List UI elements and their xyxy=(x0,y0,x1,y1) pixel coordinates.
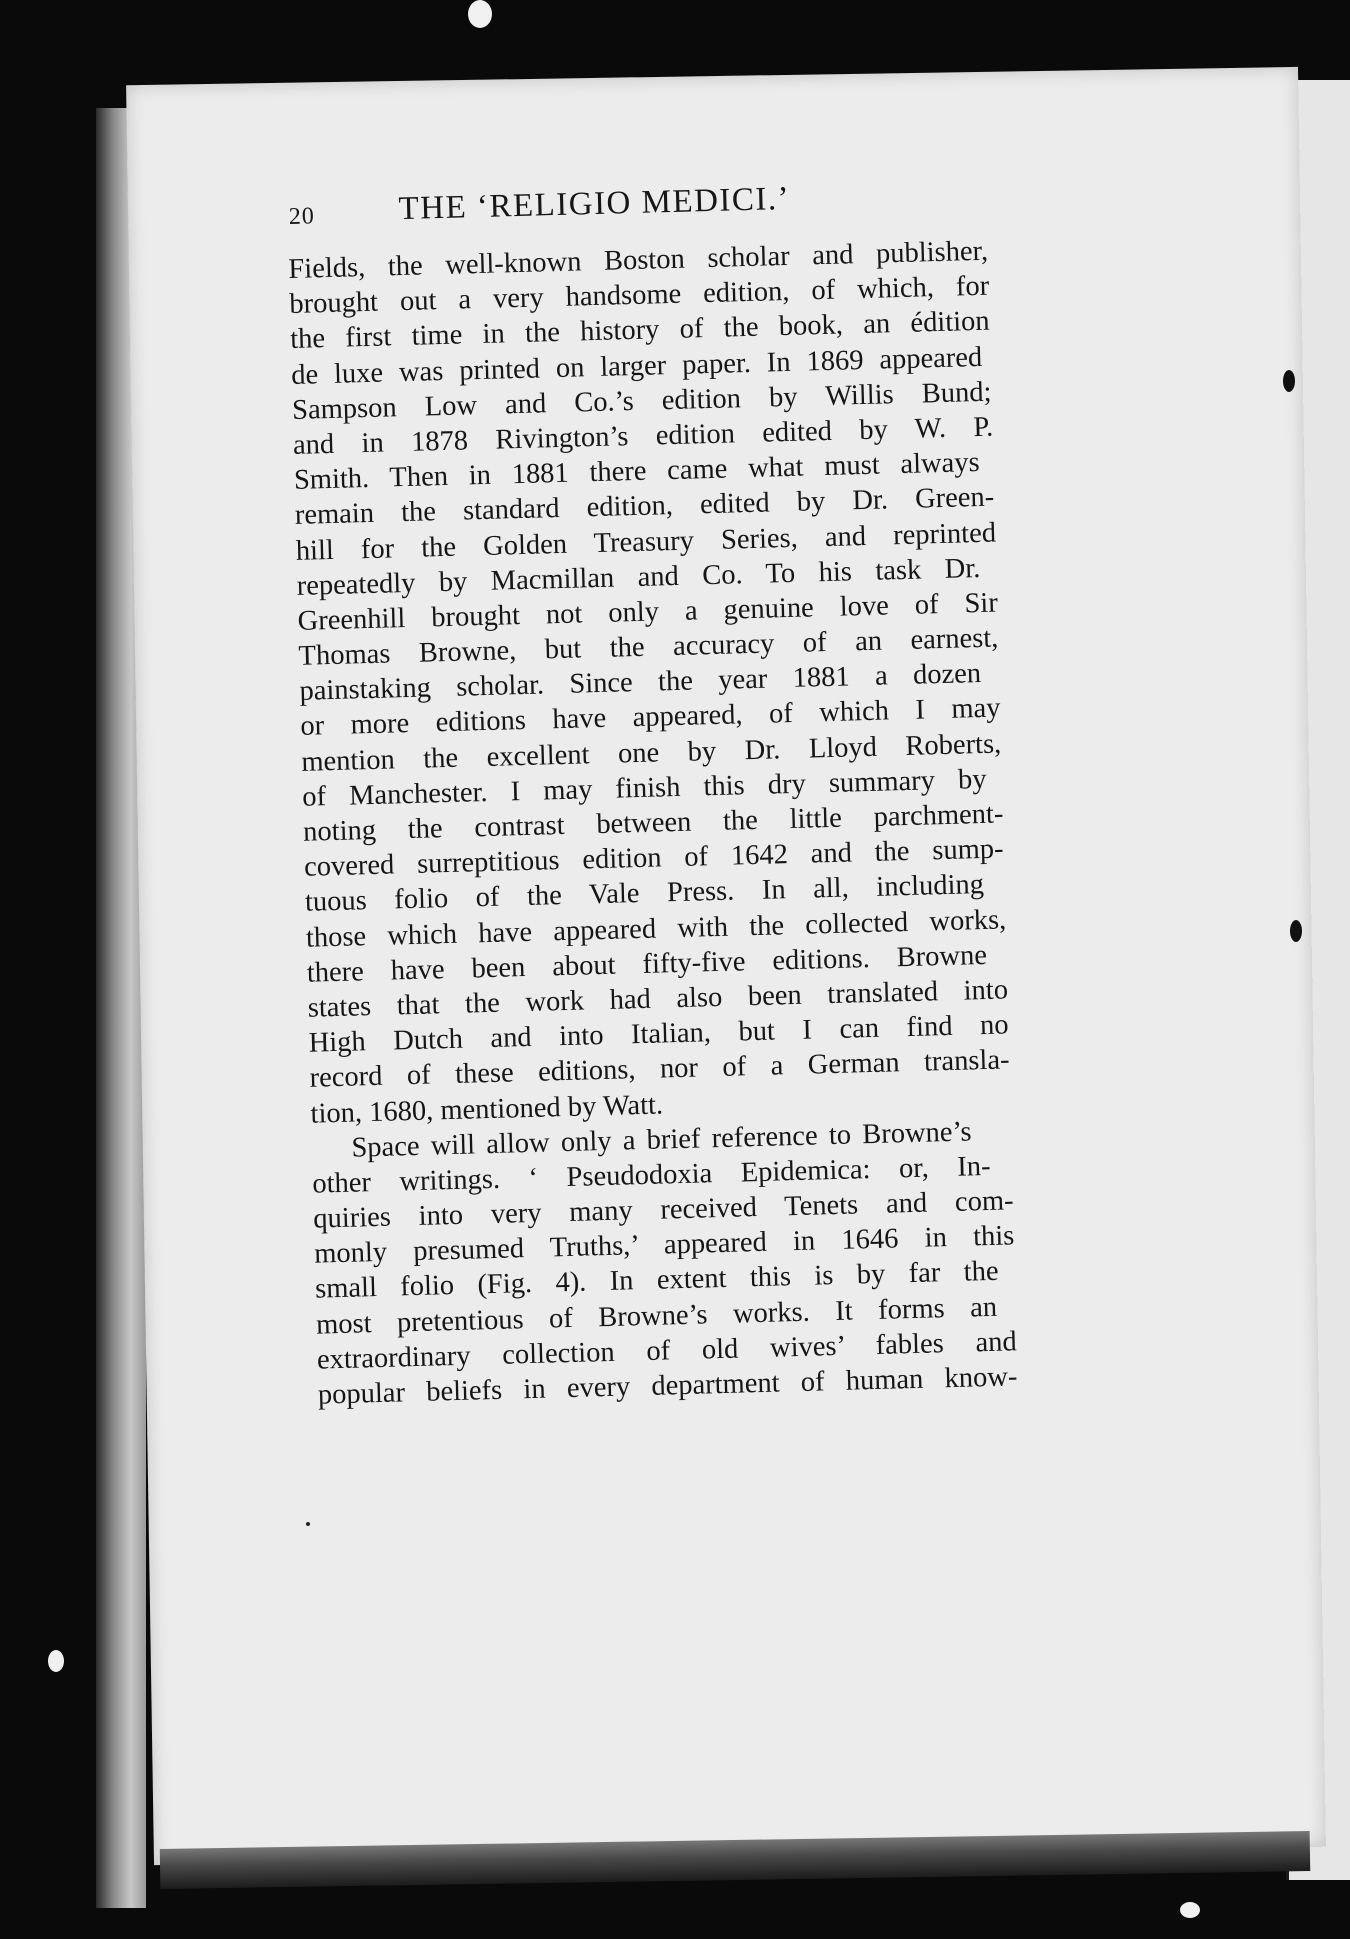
text-line: repeatedly by Macmillan and Co. To his task Dr. xyxy=(296,552,981,602)
text-line: extraordinary collection of old wives’ fables and xyxy=(316,1326,1018,1376)
text-line: noting the contrast between the little parchment- xyxy=(302,798,1004,848)
text-line: record of these editions, nor of a German transla- xyxy=(309,1044,1010,1095)
text-line: most pretentious of Browne’s works. It forms an xyxy=(315,1291,998,1341)
text-line: Smith. Then in 1881 there came what must always xyxy=(293,447,980,497)
text-line: Greenhill brought not only a genuine love of Sir xyxy=(297,587,999,637)
text-line: mention the excellent one by Dr. Lloyd Roberts, xyxy=(300,728,1002,778)
text-line: those which have appeared with the collected works, xyxy=(305,903,1007,954)
text-line: tuous folio of the Vale Press. In all, including xyxy=(304,869,985,919)
text-line: monly presumed Truths,’ appeared in 1646 in this xyxy=(313,1220,1015,1270)
text-line: brought out a very handsome edition, of which, for xyxy=(288,270,990,321)
binding-mark xyxy=(1283,370,1295,392)
scan-dust xyxy=(1180,1902,1200,1918)
margin-speck xyxy=(306,1522,310,1526)
text-line: quiries into very many received Tenets and com- xyxy=(312,1185,1014,1235)
page-number: 20 xyxy=(288,203,316,230)
text-line: there have been about fifty-five editions. Browne xyxy=(306,939,988,989)
binding-mark xyxy=(1290,920,1302,942)
text-line: other writings. ‘ Pseudodoxia Epidemica: or, In- xyxy=(312,1150,991,1200)
scan-dust xyxy=(48,1650,64,1672)
running-head: THE ‘RELIGIO MEDICI.’ xyxy=(398,180,791,228)
text-line: Sampson Low and Co.’s edition by Willis Bund; xyxy=(291,376,992,426)
text-line: or more editions have appeared, of which I may xyxy=(300,692,1001,743)
text-line: popular beliefs in every department of human know- xyxy=(317,1361,1018,1411)
text-line: states that the work had also been translated into xyxy=(307,974,1009,1024)
text-line: hill for the Golden Treasury Series, and reprinted xyxy=(295,517,997,567)
text-line: Thomas Browne, but the accuracy of an earnest, xyxy=(298,622,999,672)
scan-dust xyxy=(468,0,492,28)
text-line: High Dutch and into Italian, but I can find no xyxy=(308,1009,1009,1059)
text-line: remain the standard edition, edited by Dr. Green- xyxy=(294,481,995,532)
text-line: of Manchester. I may finish this dry summary by xyxy=(301,763,987,813)
text-line: the first time in the history of the book, an édition xyxy=(289,306,990,356)
text-line: small folio (Fig. 4). In extent this is by far the xyxy=(314,1256,999,1306)
text-line: Fields, the well-known Boston scholar and publisher, xyxy=(288,235,989,285)
text-line: and in 1878 Rivington’s edition edited by W. P. xyxy=(292,411,994,461)
text-line: painstaking scholar. Since the year 1881 a dozen xyxy=(299,658,982,708)
text-line: tion, 1680, mentioned by Watt. xyxy=(310,1088,664,1130)
text-line: Space will allow only a brief reference to Browne’s xyxy=(351,1116,972,1164)
text-line: de luxe was printed on larger paper. In 1869 appeared xyxy=(290,341,983,391)
body-text xyxy=(288,232,1064,1412)
text-line: covered surreptitious edition of 1642 and the sump- xyxy=(303,833,1004,883)
